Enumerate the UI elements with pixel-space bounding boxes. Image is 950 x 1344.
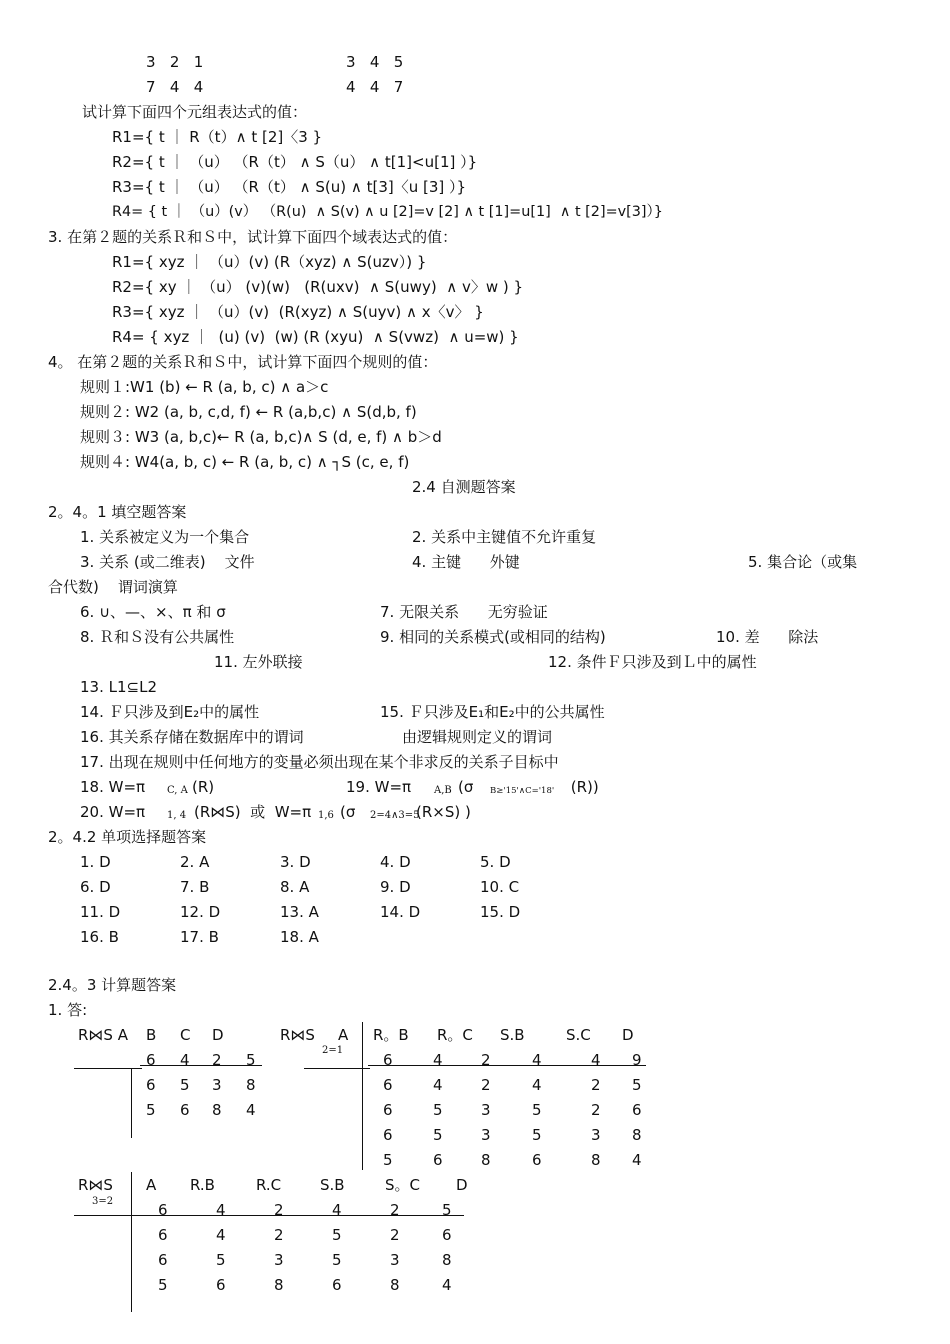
table1-cell: 5 (146, 1101, 156, 1119)
table2-cell: 5 (433, 1126, 443, 1144)
mc-answer: 12. D (180, 903, 221, 921)
table3-header: A (146, 1176, 157, 1194)
table2-cell: 4 (532, 1051, 542, 1069)
rule-2: 规则２: W2 (a, b, c,d, f) ← R (a,b,c) ∧ S(d,b, f) (80, 403, 417, 421)
table3-cell: 8 (442, 1251, 452, 1269)
table1-cell: 6 (180, 1101, 190, 1119)
domain-r4: R4= { xyz ｜ (u) (v) (w) (R (xyu) ∧ S(vwz) ∧ u=w) } (112, 328, 519, 346)
calc-heading: 2.4。3 计算题答案 (48, 976, 177, 994)
tuple-r4: R4= { t ｜ （u）(v） （R(u) ∧ S(v) ∧ u [2]=v [2] ∧ t [1]=u[1] ∧ t [2]=v[3]）} (112, 204, 663, 220)
table2-cell: 6 (383, 1076, 393, 1094)
answer-20-tail: (R×S) ) (416, 803, 471, 821)
table2-label: R⋈S (280, 1026, 315, 1044)
table3-cell: 4 (216, 1226, 226, 1244)
table2-cell: 5 (532, 1101, 542, 1119)
tuple-r3: R3={ t ｜ （u） （R（t） ∧ S(u) ∧ t[3]〈u [3] ）} (112, 178, 467, 196)
top-row-2-right: 4 4 7 (346, 78, 404, 96)
mc-answer: 1. D (80, 853, 111, 871)
mc-answer: 14. D (380, 903, 421, 921)
fill-answer-13: 13. L1⊆L2 (80, 678, 157, 696)
q3-heading: 3. 在第２题的关系Ｒ和Ｓ中，试计算下面四个域表达式的值： (48, 228, 458, 246)
mc-answer: 8. A (280, 878, 310, 896)
table3-cell: 6 (216, 1276, 226, 1294)
mc-answer: 16. B (80, 928, 119, 946)
table3-underline (74, 1215, 464, 1216)
fill-answer-17: 17. 出现在规则中任何地方的变量必须出现在某个非求反的关系子目标中 (80, 753, 559, 771)
fill-answer-5: 5. 集合论（或集 (748, 553, 858, 571)
rule-4: 规则４: W4(a, b, c) ← R (a, b, c) ∧ ┐S (c, e, f) (80, 453, 410, 471)
table1-header: B (146, 1026, 157, 1044)
fill-answer-12: 12. 条件Ｆ只涉及到Ｌ中的属性 (548, 653, 757, 671)
table2-header: R。B (373, 1026, 409, 1044)
top-row-1-right: 3 4 5 (346, 53, 404, 71)
table2-cell: 6 (383, 1126, 393, 1144)
calc-answer-1: 1. 答: (48, 1001, 88, 1019)
table2-cell: 6 (433, 1151, 443, 1169)
table3-cell: 4 (442, 1276, 452, 1294)
table2-cell: 4 (433, 1051, 443, 1069)
table1-cell: 3 (212, 1076, 222, 1094)
table1-label: R⋈S A (78, 1026, 128, 1044)
table2-cell: 3 (481, 1101, 491, 1119)
table3-header: D (456, 1176, 468, 1194)
mc-answer: 2. A (180, 853, 210, 871)
fill-answer-3: 3. 关系 (或二维表) 文件 (80, 553, 255, 571)
answer-19-condition: B≥'15'∧C='18' (490, 786, 555, 796)
table2-cell: 4 (632, 1151, 642, 1169)
mc-answer: 3. D (280, 853, 311, 871)
table3-cell: 6 (158, 1251, 168, 1269)
table1-cell: 6 (146, 1076, 156, 1094)
mc-heading: 2。4.2 单项选择题答案 (48, 828, 207, 846)
fill-in-heading: 2。4。1 填空题答案 (48, 503, 187, 521)
mc-answer: 4. D (380, 853, 411, 871)
fill-answer-20: 20. W=π (80, 803, 146, 821)
table3-cell: 5 (332, 1251, 342, 1269)
table2-header: A (338, 1026, 349, 1044)
fill-answer-5-cont: 合代数) 谓词演算 (48, 578, 178, 596)
table2-join-condition: 2=1 (322, 1045, 344, 1056)
table2-cell: 6 (532, 1151, 542, 1169)
table1-cell: 6 (146, 1051, 156, 1069)
table3-cell: 5 (158, 1276, 168, 1294)
table3-divider (131, 1172, 132, 1312)
table1-cell: 2 (212, 1051, 222, 1069)
table3-cell: 4 (216, 1201, 226, 1219)
table2-cell: 2 (481, 1051, 491, 1069)
table3-join-condition: 3=2 (92, 1196, 114, 1207)
table1-cell: 8 (246, 1076, 256, 1094)
table3-cell: 5 (216, 1251, 226, 1269)
table3-header: S.B (320, 1176, 345, 1194)
table3-cell: 2 (274, 1226, 284, 1244)
answer-20-condition: 2=4∧3=5 (370, 810, 420, 821)
q4-heading: 4。 在第２题的关系Ｒ和Ｓ中，试计算下面四个规则的值： (48, 353, 438, 371)
table3-cell: 5 (332, 1226, 342, 1244)
table2-cell: 6 (383, 1051, 393, 1069)
answer-20-sigma: (σ (340, 803, 356, 821)
table1-header: C (180, 1026, 191, 1044)
table2-divider (362, 1022, 363, 1170)
answer-20-middle: (R⋈S) 或 W=π (194, 803, 312, 821)
table2-cell: 8 (632, 1126, 642, 1144)
table2-cell: 3 (591, 1126, 601, 1144)
tuple-intro: 试计算下面四个元组表达式的值： (82, 103, 308, 121)
table2-cell: 9 (632, 1051, 642, 1069)
tuple-r2: R2={ t ｜ （u） （R（t） ∧ S（u） ∧ t[1]<u[1] ）} (112, 153, 478, 171)
fill-answer-9: 9. 相同的关系模式(或相同的结构) (380, 628, 606, 646)
mc-answer: 5. D (480, 853, 511, 871)
domain-r3: R3={ xyz ｜ （u）(v) (R(xyz) ∧ S(uyv) ∧ x〈v〉 } (112, 303, 484, 321)
table3-cell: 3 (390, 1251, 400, 1269)
table2-header: D (622, 1026, 634, 1044)
fill-answer-16b: 由逻辑规则定义的谓词 (402, 728, 553, 746)
section-title: 2.4 自测题答案 (412, 478, 516, 496)
table1-cell: 8 (212, 1101, 222, 1119)
table2-header: S.B (500, 1026, 525, 1044)
fill-answer-1: 1. 关系被定义为一个集合 (80, 528, 250, 546)
fill-answer-10: 10. 差 除法 (716, 628, 819, 646)
fill-answer-2: 2. 关系中主键值不允许重复 (412, 528, 597, 546)
mc-answer: 10. C (480, 878, 520, 896)
table3-cell: 6 (158, 1201, 168, 1219)
mc-answer: 6. D (80, 878, 111, 896)
table2-cell: 4 (433, 1076, 443, 1094)
table2-cell: 5 (632, 1076, 642, 1094)
table1-header: D (212, 1026, 224, 1044)
answer-19-sigma: (σ (458, 778, 474, 796)
table3-cell: 2 (390, 1201, 400, 1219)
answer-18-subscript: C, A (167, 785, 188, 796)
fill-answer-6: 6. ∪、—、×、π 和 σ (80, 603, 226, 621)
fill-answer-14: 14. Ｆ只涉及到E₂中的属性 (80, 703, 260, 721)
table1-divider (131, 1068, 132, 1138)
table2-header: S.C (566, 1026, 591, 1044)
table2-underline (368, 1065, 646, 1066)
mc-answer: 13. A (280, 903, 319, 921)
answer-18-relation: (R) (192, 778, 215, 796)
table1-cell: 4 (180, 1051, 190, 1069)
table2-cell: 5 (383, 1151, 393, 1169)
table3-cell: 3 (274, 1251, 284, 1269)
table3-cell: 6 (332, 1276, 342, 1294)
table1-cell: 4 (246, 1101, 256, 1119)
domain-r2: R2={ xy ｜ （u） (v)(w) (R(uxv) ∧ S(uwy) ∧ v〉w ) } (112, 278, 524, 296)
table3-cell: 8 (390, 1276, 400, 1294)
table3-header: R.B (190, 1176, 215, 1194)
table2-label-line (304, 1068, 370, 1069)
mc-answer: 17. B (180, 928, 219, 946)
fill-answer-16a: 16. 其关系存储在数据库中的谓词 (80, 728, 304, 746)
rule-3: 规则３: W3 (a, b,c)← R (a, b,c)∧ S (d, e, f) ∧ b＞d (80, 428, 442, 446)
table3-cell: 8 (274, 1276, 284, 1294)
fill-answer-11: 11. 左外联接 (214, 653, 303, 671)
table2-cell: 4 (591, 1051, 601, 1069)
mc-answer: 11. D (80, 903, 121, 921)
table2-cell: 8 (481, 1151, 491, 1169)
table3-cell: 2 (274, 1201, 284, 1219)
table3-label: R⋈S (78, 1176, 113, 1194)
answer-20-subscript-1: 1, 4 (167, 810, 187, 821)
table1-cell: 5 (180, 1076, 190, 1094)
table3-header: S。C (385, 1176, 420, 1194)
fill-answer-7: 7. 无限关系 无穷验证 (380, 603, 548, 621)
domain-r1: R1={ xyz ｜ （u）(v) (R（xyz) ∧ S(uzv）) } (112, 253, 427, 271)
table3-cell: 2 (390, 1226, 400, 1244)
table2-cell: 6 (383, 1101, 393, 1119)
table2-cell: 5 (433, 1101, 443, 1119)
top-row-2-left: 7 4 4 (146, 78, 204, 96)
mc-answer: 15. D (480, 903, 521, 921)
mc-answer: 18. A (280, 928, 319, 946)
table2-cell: 4 (532, 1076, 542, 1094)
fill-answer-4: 4. 主键 外键 (412, 553, 520, 571)
table1-cell: 5 (246, 1051, 256, 1069)
tuple-r1: R1={ t ｜ R（t）∧ t [2]〈3 } (112, 128, 323, 146)
table2-cell: 3 (481, 1126, 491, 1144)
mc-answer: 7. B (180, 878, 210, 896)
table2-cell: 2 (481, 1076, 491, 1094)
table1-underline (140, 1065, 262, 1066)
fill-answer-19: 19. W=π (346, 778, 412, 796)
table2-cell: 8 (591, 1151, 601, 1169)
mc-answer: 9. D (380, 878, 411, 896)
answer-19-tail: (R)) (566, 778, 599, 796)
answer-19-subscript: A,B (434, 785, 452, 796)
table2-header: R。C (437, 1026, 473, 1044)
rule-1: 规则１:W1 (b) ← R (a, b, c) ∧ a＞c (80, 378, 329, 396)
fill-answer-15: 15. Ｆ只涉及E₁和E₂中的公共属性 (380, 703, 605, 721)
fill-answer-18: 18. W=π (80, 778, 146, 796)
table3-cell: 4 (332, 1201, 342, 1219)
table2-cell: 6 (632, 1101, 642, 1119)
top-row-1-left: 3 2 1 (146, 53, 204, 71)
table2-cell: 5 (532, 1126, 542, 1144)
table3-header: R.C (256, 1176, 282, 1194)
answer-20-subscript-2: 1,6 (318, 810, 334, 821)
table2-cell: 2 (591, 1076, 601, 1094)
table2-cell: 2 (591, 1101, 601, 1119)
table3-cell: 5 (442, 1201, 452, 1219)
table3-cell: 6 (158, 1226, 168, 1244)
fill-answer-8: 8. Ｒ和Ｓ没有公共属性 (80, 628, 235, 646)
table3-cell: 6 (442, 1226, 452, 1244)
